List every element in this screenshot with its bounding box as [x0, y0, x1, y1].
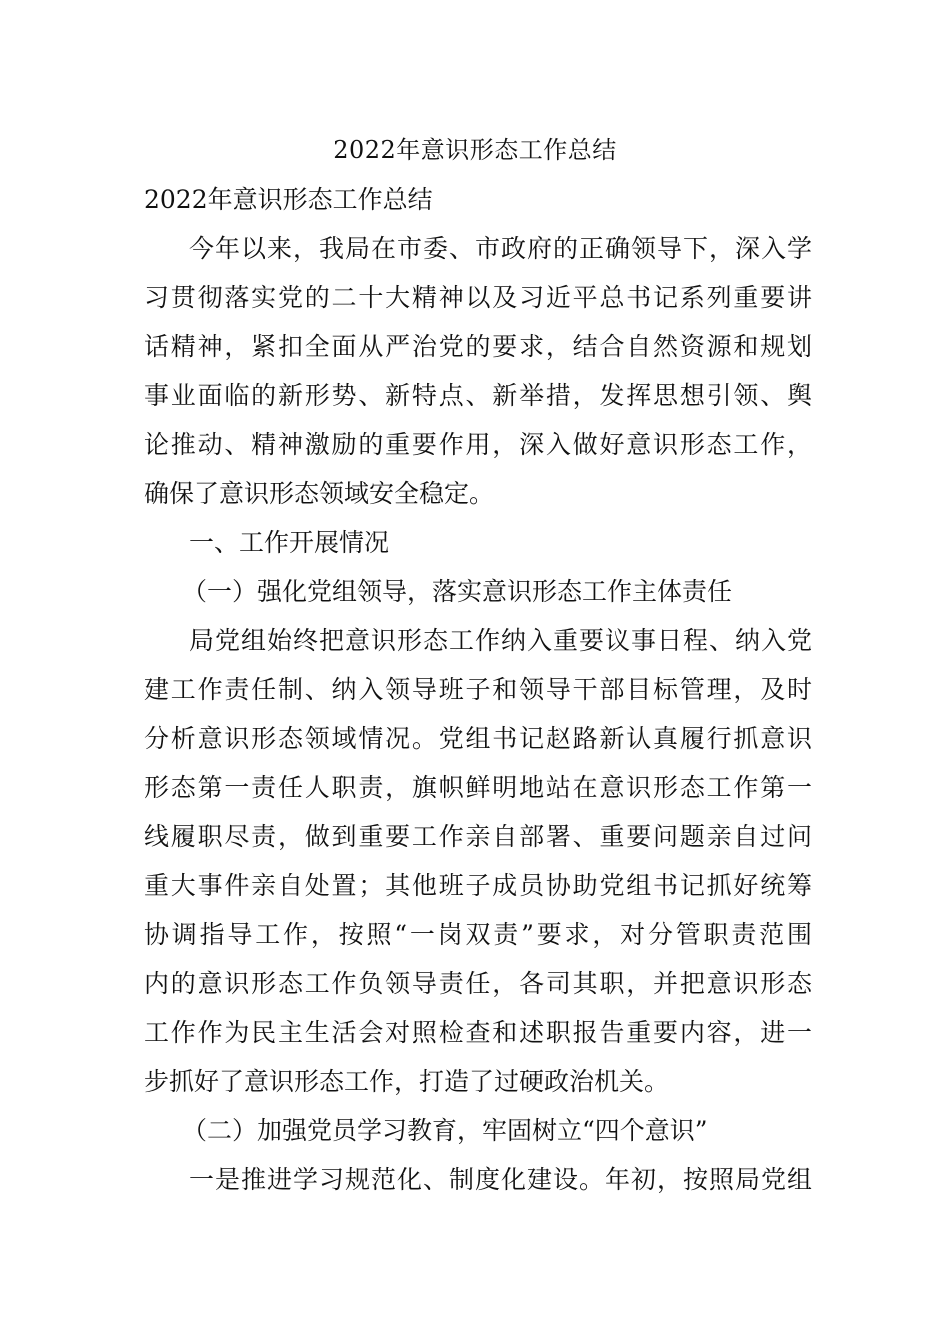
section-heading: 一、工作开展情况: [189, 528, 390, 557]
paragraph-line: 局党组始终把意识形态工作纳入重要议事日程、纳入党: [189, 626, 812, 655]
document-title: 2022年意识形态工作总结: [333, 136, 617, 164]
paragraph-line: 内的意识形态工作负领导责任，各司其职，并把意识形态: [144, 969, 812, 998]
document-body: [144, 181, 812, 1210]
paragraph-line: 一是推进学习规范化、制度化建设。年初，按照局党组: [189, 1165, 812, 1194]
paragraph-line: 话精神，紧扣全面从严治党的要求，结合自然资源和规划: [144, 332, 812, 361]
paragraph-line: 线履职尽责，做到重要工作亲自部署、重要问题亲自过问: [144, 822, 812, 851]
paragraph-line: 建工作责任制、纳入领导班子和领导干部目标管理，及时: [144, 675, 812, 704]
paragraph-line: 工作作为民主生活会对照检查和述职报告重要内容，进一: [144, 1018, 812, 1047]
paragraph-line: 今年以来，我局在市委、市政府的正确领导下，深入学: [189, 234, 812, 263]
paragraph-line: 协调指导工作，按照“一岗双责”要求，对分管职责范围: [144, 920, 812, 949]
paragraph-line: 论推动、精神激励的重要作用，深入做好意识形态工作，: [144, 430, 812, 459]
body-heading: 2022年意识形态工作总结: [144, 185, 433, 214]
paragraph-line: 事业面临的新形势、新特点、新举措，发挥思想引领、舆: [144, 381, 812, 410]
paragraph-line: 重大事件亲自处置；其他班子成员协助党组书记抓好统筹: [144, 871, 812, 900]
subsection-heading: （二）加强党员学习教育，牢固树立“四个意识”: [182, 1116, 708, 1145]
subsection-heading: （一）强化党组领导，落实意识形态工作主体责任: [182, 577, 733, 606]
paragraph-line: 形态第一责任人职责，旗帜鲜明地站在意识形态工作第一: [144, 773, 812, 802]
paragraph-line: 分析意识形态领域情况。党组书记赵路新认真履行抓意识: [144, 724, 812, 753]
paragraph-line: 习贯彻落实党的二十大精神以及习近平总书记系列重要讲: [144, 283, 812, 312]
paragraph-line: 步抓好了意识形态工作，打造了过硬政治机关。: [144, 1067, 670, 1096]
paragraph-line: 确保了意识形态领域安全稳定。: [144, 479, 495, 508]
